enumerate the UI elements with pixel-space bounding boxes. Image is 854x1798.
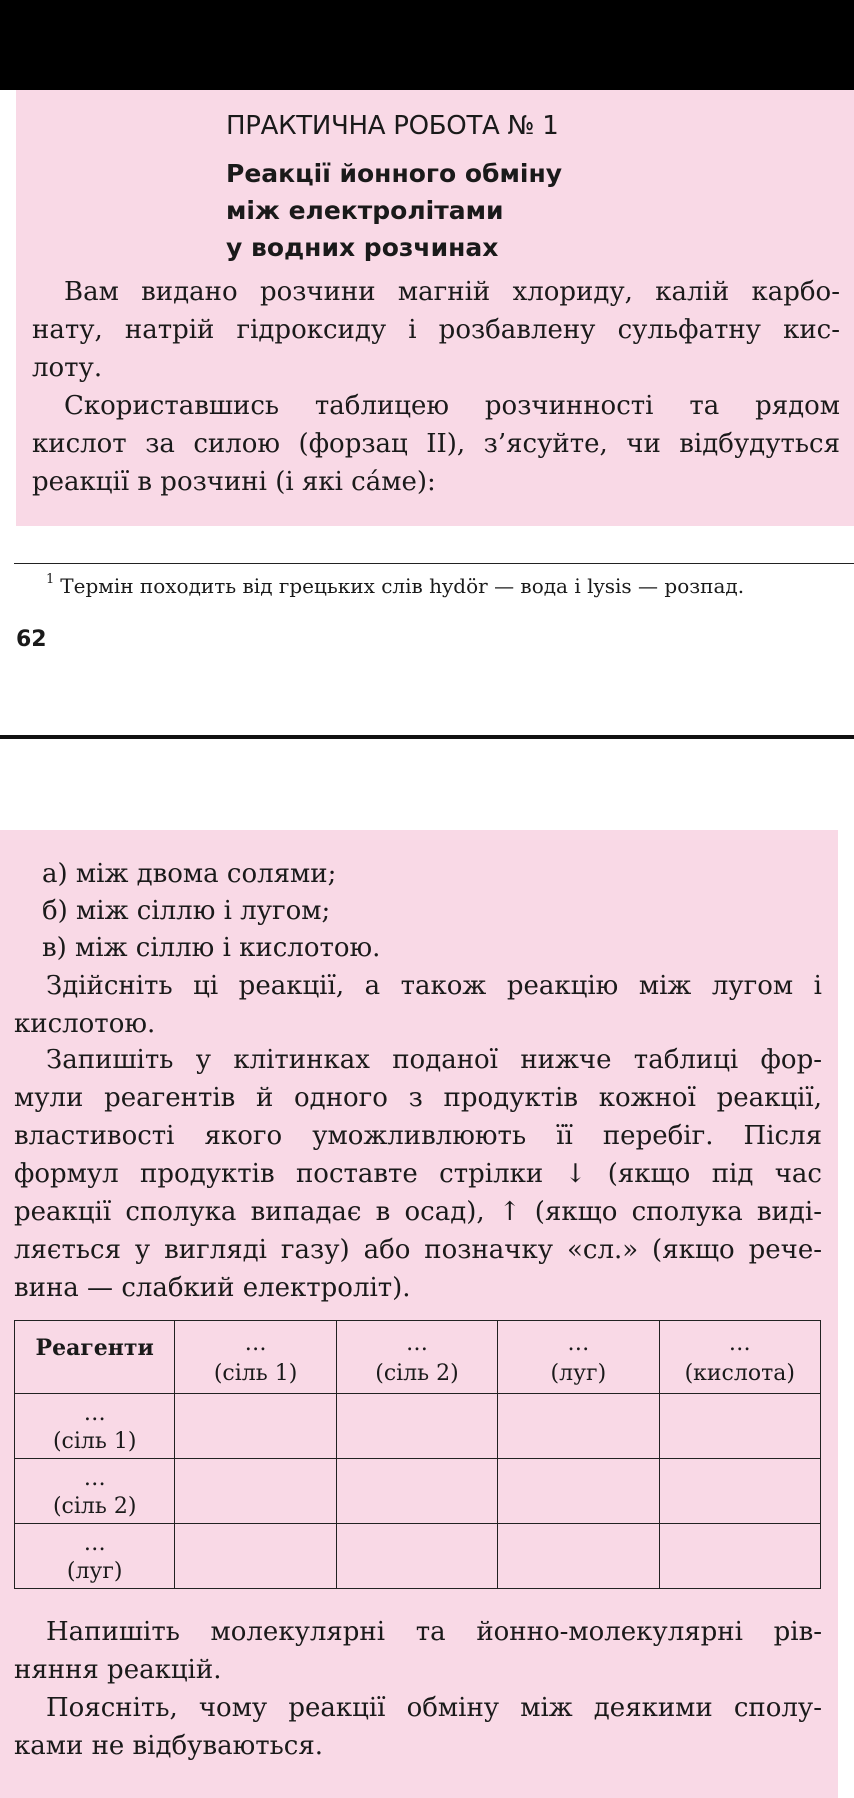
table-cell[interactable] xyxy=(175,1394,336,1459)
top-black-bar xyxy=(0,0,854,90)
table-cell[interactable] xyxy=(498,1524,659,1589)
reaction-types-list xyxy=(42,856,380,967)
row-dots: … xyxy=(83,1531,106,1556)
column-header xyxy=(175,1321,336,1394)
footnote-divider xyxy=(14,563,854,564)
row-dots: … xyxy=(83,1401,106,1426)
title-line: між електролітами xyxy=(226,196,504,225)
text-line: Вам видано розчини магній хлориду, калій карбо- xyxy=(64,277,840,307)
column-dots: … xyxy=(244,1331,267,1356)
explain-paragraph xyxy=(14,1689,822,1765)
title-line: Реакції йонного обміну xyxy=(226,159,563,188)
row-header xyxy=(15,1524,175,1589)
text-line: Здійсніть ці реакції, а також реакцію між лугом і xyxy=(46,971,822,1001)
column-header xyxy=(659,1321,820,1394)
footnote-mark: 1 xyxy=(46,572,55,587)
column-dots: … xyxy=(567,1331,590,1356)
column-label: (кислота) xyxy=(684,1361,795,1386)
column-header xyxy=(336,1321,497,1394)
table-header-row xyxy=(15,1321,821,1394)
table-cell[interactable] xyxy=(336,1524,497,1589)
column-header xyxy=(498,1321,659,1394)
page-number: 62 xyxy=(16,627,47,652)
text-line: Запишіть у клітинках поданої нижче таблиці фор- xyxy=(46,1045,822,1075)
table-corner-cell: Реагенти xyxy=(15,1321,175,1394)
do-reactions-paragraph xyxy=(14,967,822,1043)
table-cell[interactable] xyxy=(659,1524,820,1589)
text-line: реакції сполука випадає в осад), ↑ (якщо сполука виді- xyxy=(14,1197,822,1227)
text-line: ляється у вигляді газу) або позначку «сл.» (якщо рече- xyxy=(14,1235,822,1265)
text-line: властивості якого уможливлюють її перебіг. Після xyxy=(14,1121,822,1151)
text-line: Поясніть, чому реакції обміну між деякими сполу- xyxy=(46,1693,822,1723)
table-cell[interactable] xyxy=(498,1394,659,1459)
row-label: (сіль 1) xyxy=(52,1429,137,1454)
table-row xyxy=(15,1459,821,1524)
column-label: (луг) xyxy=(550,1361,607,1386)
table-cell[interactable] xyxy=(175,1524,336,1589)
text-line: кислотою. xyxy=(14,1009,156,1039)
table-cell[interactable] xyxy=(336,1394,497,1459)
row-label: (луг) xyxy=(66,1559,123,1584)
page-separator xyxy=(0,735,854,739)
table-row xyxy=(15,1394,821,1459)
text-line: мули реагентів й одного з продуктів кожної реакції, xyxy=(14,1083,822,1113)
list-item: б) між сіллю і лугом; xyxy=(42,896,331,926)
column-label: (сіль 1) xyxy=(213,1361,298,1386)
table-row xyxy=(15,1524,821,1589)
list-item: а) між двома солями; xyxy=(42,859,337,889)
table-cell[interactable] xyxy=(175,1459,336,1524)
column-dots: … xyxy=(728,1331,751,1356)
practical-work-title xyxy=(226,155,562,266)
column-label: (сіль 2) xyxy=(375,1361,459,1386)
reagents-table xyxy=(14,1320,821,1589)
footnote-text: Термін походить від грецьких слів hydör — вода і lysis — розпад. xyxy=(60,574,745,598)
text-line: лоту. xyxy=(32,353,103,383)
row-header xyxy=(15,1459,175,1524)
row-label: (сіль 2) xyxy=(52,1494,137,1519)
equations-paragraph xyxy=(14,1613,822,1689)
column-dots: … xyxy=(405,1331,428,1356)
text-line: нату, натрій гідроксиду і розбавлену сульфатну кис- xyxy=(32,315,840,345)
footnote xyxy=(46,574,744,598)
text-line: реакції в розчині (і які cáме): xyxy=(32,467,436,497)
text-line: няння реакцій. xyxy=(14,1655,222,1685)
text-line: формул продуктів поставте стрілки ↓ (якщо під час xyxy=(14,1159,822,1189)
write-paragraph xyxy=(14,1041,822,1307)
list-item: в) між сіллю і кислотою. xyxy=(42,933,381,963)
text-line: вина — слабкий електроліт). xyxy=(14,1273,411,1303)
table-cell[interactable] xyxy=(336,1459,497,1524)
practical-work-heading: ПРАКТИЧНА РОБОТА № 1 xyxy=(226,111,559,141)
table-cell[interactable] xyxy=(498,1459,659,1524)
text-line: кислот за силою (форзац II), з’ясуйте, чи відбудуться xyxy=(32,429,840,459)
text-line: ками не відбуваються. xyxy=(14,1731,324,1761)
task-paragraph xyxy=(32,387,840,501)
text-line: Скориставшись таблицею розчинності та рядом xyxy=(64,391,840,421)
text-line: Напишіть молекулярні та йонно-молекулярні рів- xyxy=(46,1617,822,1647)
title-line: у водних розчинах xyxy=(226,233,499,262)
table-cell[interactable] xyxy=(659,1394,820,1459)
row-header xyxy=(15,1394,175,1459)
row-dots: … xyxy=(83,1466,106,1491)
intro-paragraph xyxy=(32,273,840,387)
table-cell[interactable] xyxy=(659,1459,820,1524)
